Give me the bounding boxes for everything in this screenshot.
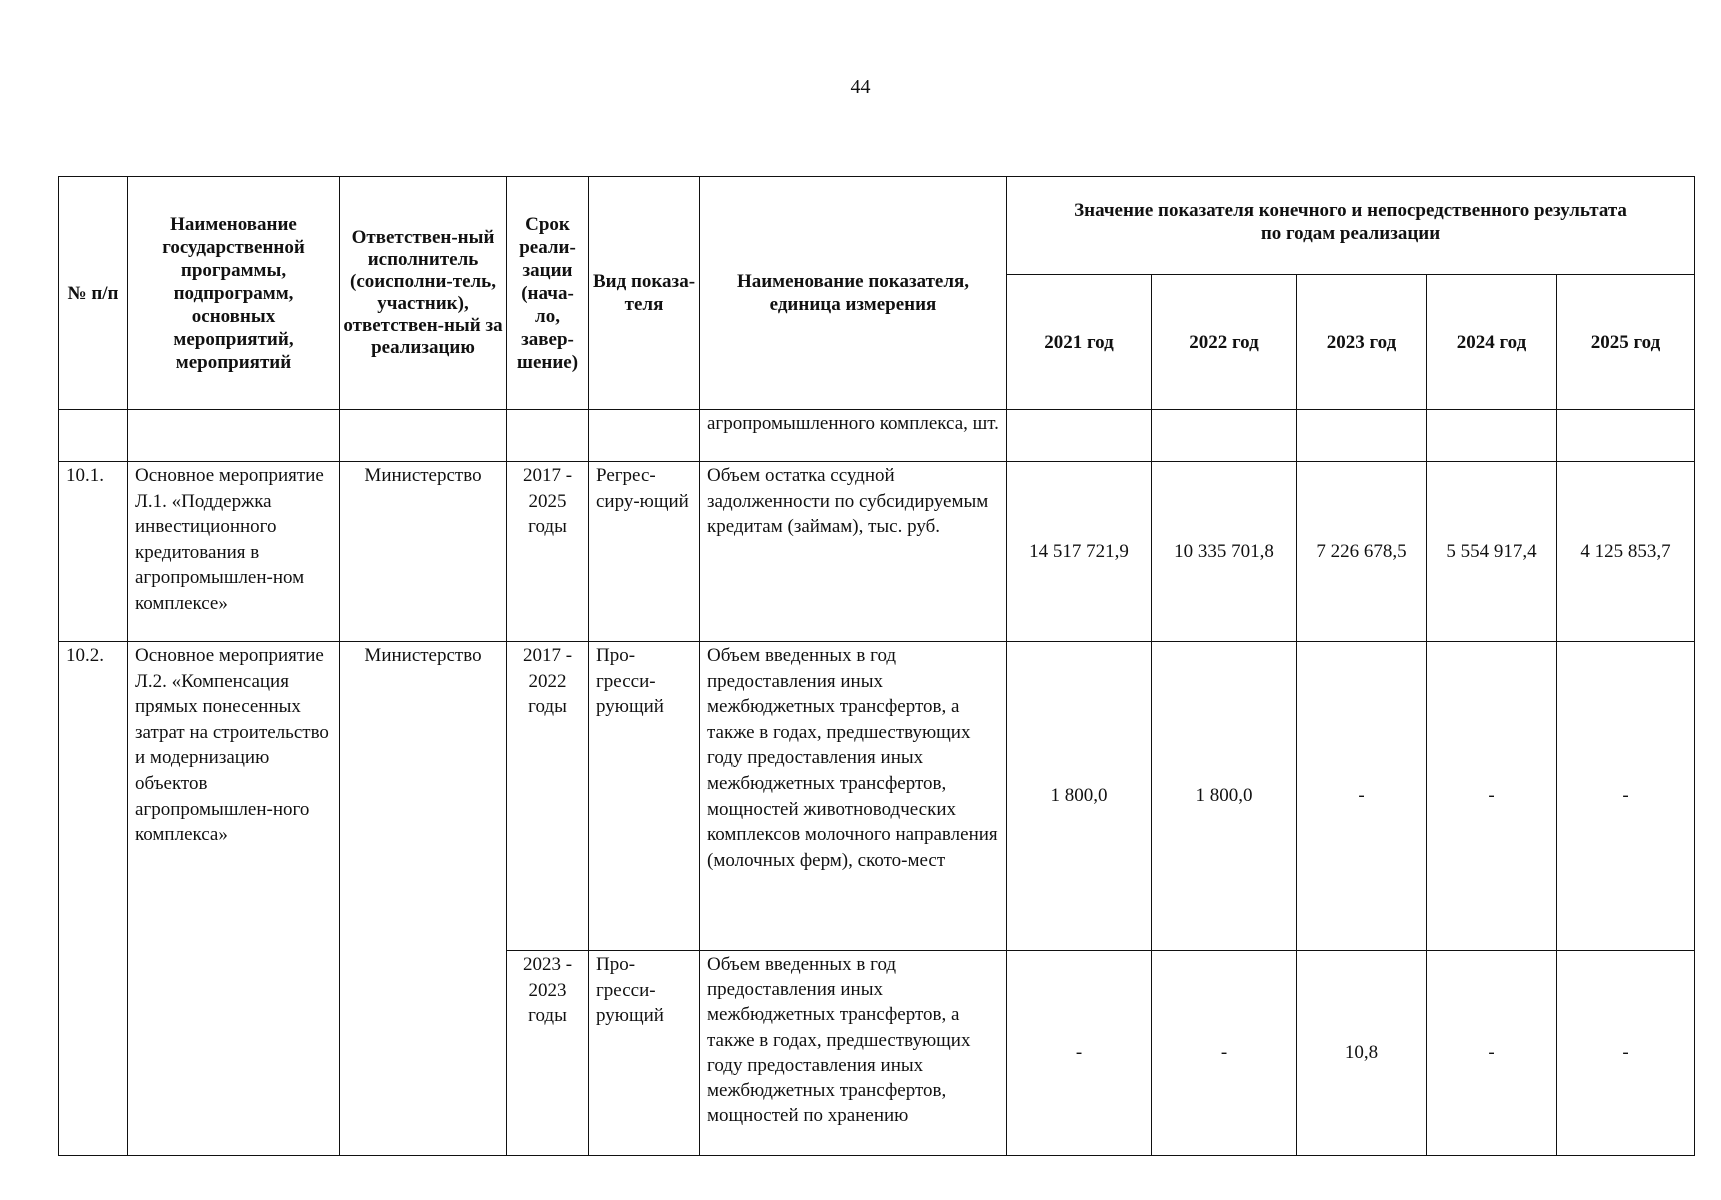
executor-cell: Министерство [340, 462, 507, 642]
header-year-2025: 2025 год [1557, 275, 1695, 410]
period-cell: 2017 - 2025 годы [507, 462, 589, 642]
value-2024: 5 554 917,4 [1427, 462, 1557, 642]
type-cell: Регрес-сиру-ющий [589, 462, 700, 642]
executor-cell: Министерство [340, 642, 507, 1156]
value-2025: - [1557, 642, 1695, 951]
results-table [58, 176, 1695, 1156]
period-cell: 2023 - 2023 годы [507, 951, 589, 1156]
header-type: Вид показа-теля [589, 177, 700, 410]
program-cell: Основное мероприятие Л.1. «Поддержка инвестиционного кредитования в агропромышлен-ном комплексе» [128, 462, 340, 642]
value-2024: - [1427, 951, 1557, 1156]
row-number: 10.2. [59, 642, 128, 1156]
table-row [59, 462, 1695, 642]
header-indicator: Наименование показателя, единица измерения [700, 177, 1007, 410]
value-2023: - [1297, 642, 1427, 951]
header-year-2024: 2024 год [1427, 275, 1557, 410]
table-row [59, 642, 1695, 951]
indicator-cell: агропромышленного комплекса, шт. [700, 410, 1007, 462]
header-program: Наименование государственной программы, подпрограмм, основных мероприятий, мероприятий [128, 177, 340, 410]
row-number: 10.1. [59, 462, 128, 642]
header-year-2021: 2021 год [1007, 275, 1152, 410]
header-executor: Ответствен-ный исполнитель (соисполни-тель, участник), ответствен-ный за реализацию [340, 177, 507, 410]
value-2021: 1 800,0 [1007, 642, 1152, 951]
indicator-cell: Объем введенных в год предоставления иных межбюджетных трансфертов, а также в годах, предшествующих году предоставления иных межбюджетных трансфертов, мощностей животноводческих комплексов молочного направления (молочных ферм), ското-мест [700, 642, 1007, 951]
indicator-cell: Объем остатка ссудной задолженности по субсидируемым кредитам (займам), тыс. руб. [700, 462, 1007, 642]
header-year-2023: 2023 год [1297, 275, 1427, 410]
value-2021: 14 517 721,9 [1007, 462, 1152, 642]
indicator-cell: Объем введенных в год предоставления иных межбюджетных трансфертов, а также в годах, предшествующих году предоставления иных межбюджетных трансфертов, мощностей по хранению [700, 951, 1007, 1156]
header-values-group: Значение показателя конечного и непосредственного результата по годам реализации [1007, 177, 1695, 275]
value-2024: - [1427, 642, 1557, 951]
program-cell: Основное мероприятие Л.2. «Компенсация прямых понесенных затрат на строительство и модернизацию объектов агропромышлен-ного комплекса» [128, 642, 340, 1156]
header-year-2022: 2022 год [1152, 275, 1297, 410]
value-2022: - [1152, 951, 1297, 1156]
value-2025: - [1557, 951, 1695, 1156]
header-num: № п/п [59, 177, 128, 410]
period-cell: 2017 - 2022 годы [507, 642, 589, 951]
value-2022: 1 800,0 [1152, 642, 1297, 951]
value-2023: 7 226 678,5 [1297, 462, 1427, 642]
value-2025: 4 125 853,7 [1557, 462, 1695, 642]
type-cell: Про-гресси-рующий [589, 642, 700, 951]
type-cell: Про-гресси-рующий [589, 951, 700, 1156]
page-number: 44 [850, 76, 871, 98]
value-2023: 10,8 [1297, 951, 1427, 1156]
value-2021: - [1007, 951, 1152, 1156]
table-row [59, 410, 1695, 462]
header-period: Срок реали-зации (нача-ло, завер-шение) [507, 177, 589, 410]
value-2022: 10 335 701,8 [1152, 462, 1297, 642]
